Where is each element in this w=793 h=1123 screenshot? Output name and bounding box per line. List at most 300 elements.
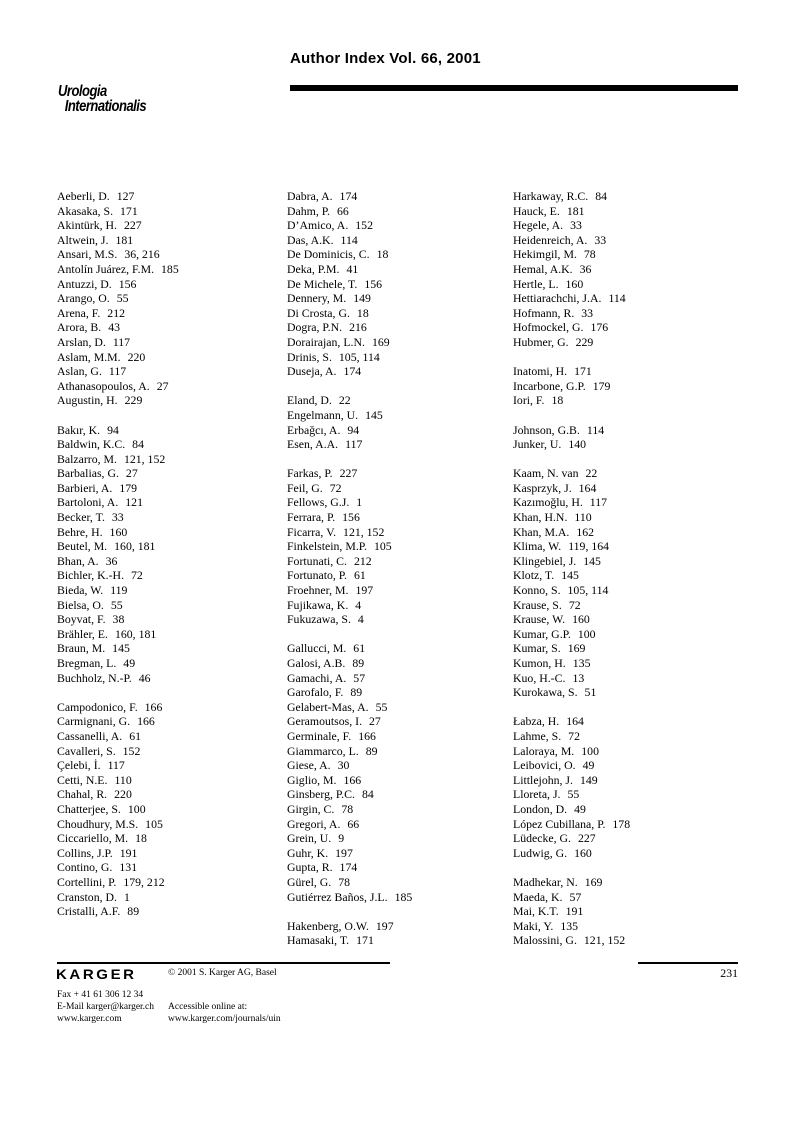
page-refs: 72 [568, 728, 580, 743]
author-entry [287, 919, 513, 934]
author-entry [287, 802, 513, 817]
page-refs: 117 [112, 334, 131, 349]
author-name: Fujikawa, K. [287, 597, 349, 612]
author-name: D’Amico, A. [287, 218, 349, 233]
author-name: London, D. [513, 801, 568, 816]
author-entry [513, 393, 739, 408]
author-entry [513, 787, 739, 802]
author-entry [57, 598, 283, 613]
author-entry [513, 641, 739, 656]
page-refs: 117 [107, 758, 125, 773]
author-name: Kasprzyk, J. [513, 480, 572, 495]
author-name: Galosi, A.B. [287, 656, 346, 670]
page-refs: 43 [108, 320, 121, 335]
author-name: Froehner, M. [287, 583, 349, 598]
author-entry [57, 758, 283, 773]
author-entry [513, 466, 739, 481]
author-entry [287, 335, 513, 350]
page-refs: 55 [116, 291, 129, 306]
author-entry [287, 262, 513, 277]
author-entry [287, 189, 513, 204]
page-refs: 135 [560, 918, 579, 933]
author-name: Boyvat, F. [57, 612, 106, 627]
author-entry [57, 583, 283, 598]
author-entry [287, 890, 513, 905]
page-refs: 114 [340, 232, 358, 247]
author-name: Eland, D. [287, 393, 332, 408]
author-name: Gupta, R. [287, 860, 333, 875]
author-entry [287, 933, 513, 948]
page-refs: 18 [135, 831, 147, 846]
author-entry [513, 729, 739, 744]
author-name: Klingebiel, J. [513, 553, 577, 568]
author-name: López Cubillana, P. [513, 816, 606, 831]
author-name: Ginsberg, P.C. [287, 787, 355, 802]
author-name: Cavalleri, S. [57, 743, 116, 758]
author-name: Khan, M.A. [513, 524, 570, 539]
author-name: Antolín Juárez, F.M. [57, 261, 155, 276]
author-entry [513, 671, 739, 686]
page-refs: 100 [581, 743, 599, 758]
author-name: Incarbone, G.P. [513, 378, 586, 393]
alphabetical-group [287, 393, 513, 451]
alphabetical-group [287, 641, 513, 904]
page-refs: 119 [110, 583, 128, 598]
author-entry [57, 875, 283, 890]
page-refs: 160, 181 [114, 539, 156, 554]
author-entry [57, 510, 283, 525]
online-access-url: www.karger.com/journals/uin [168, 1014, 281, 1024]
page-refs: 22 [585, 466, 598, 481]
author-entry [287, 714, 513, 729]
author-entry [287, 306, 513, 321]
author-entry [57, 525, 283, 540]
author-name: Barbieri, A. [57, 480, 113, 495]
author-name: Bielsa, O. [57, 597, 104, 612]
page-refs: 197 [375, 918, 394, 933]
author-entry [287, 875, 513, 890]
author-name: Madhekar, N. [513, 874, 578, 889]
author-name: Giglio, M. [287, 772, 337, 787]
author-entry [513, 802, 739, 817]
author-name: Laloraya, M. [513, 743, 575, 758]
page-refs: 152 [355, 218, 373, 233]
author-name: Inatomi, H. [513, 364, 568, 379]
author-name: Lüdecke, G. [513, 831, 571, 846]
page-refs: 169 [567, 641, 586, 656]
author-name: Łabza, H. [513, 714, 560, 729]
page-refs: 121, 152 [123, 451, 166, 466]
author-entry [513, 554, 739, 569]
page-refs: 166 [343, 772, 362, 787]
author-entry [287, 860, 513, 875]
page-refs: 229 [575, 334, 594, 349]
author-name: Akintürk, H. [57, 218, 117, 233]
author-entry [287, 744, 513, 759]
author-entry [287, 233, 513, 248]
page-refs: 105 [373, 539, 392, 554]
author-entry [513, 744, 739, 759]
author-entry [287, 218, 513, 233]
author-entry [513, 379, 739, 394]
author-entry [57, 671, 283, 686]
page-refs: 145 [112, 641, 130, 656]
email-address: E-Mail karger@karger.ch [57, 1002, 155, 1012]
page-refs: 135 [572, 656, 591, 670]
author-name: Geramoutsos, I. [287, 714, 363, 729]
author-name: Cortellini, P. [57, 874, 117, 889]
footer-rule-left [57, 962, 390, 964]
author-entry [513, 656, 739, 671]
page-refs: 27 [156, 378, 169, 393]
page-refs: 119, 164 [568, 539, 610, 554]
author-entry [287, 787, 513, 802]
author-name: Aslan, G. [57, 364, 102, 379]
author-entry [513, 568, 739, 583]
author-entry [513, 846, 739, 861]
alphabetical-group [57, 189, 283, 408]
page-refs: 181 [115, 232, 134, 247]
author-name: Grein, U. [287, 831, 332, 846]
author-entry [57, 890, 283, 905]
page-refs: 89 [127, 904, 140, 919]
author-entry [57, 437, 283, 452]
author-entry [287, 685, 513, 700]
author-name: De Dominicis, C. [287, 247, 370, 262]
author-entry [513, 831, 739, 846]
author-entry [57, 744, 283, 759]
fax-number: Fax + 41 61 306 12 34 [57, 990, 144, 1000]
author-name: Cranston, D. [57, 889, 117, 904]
author-name: Kurokawa, S. [513, 685, 578, 700]
author-entry [57, 364, 283, 379]
author-name: Bieda, W. [57, 583, 104, 598]
author-name: Behre, H. [57, 524, 103, 539]
author-entry [57, 379, 283, 394]
page-refs: 33 [581, 305, 594, 320]
author-name: Aslam, M.M. [57, 349, 121, 364]
author-name: Littlejohn, J. [513, 772, 573, 787]
author-name: Germinale, F. [287, 728, 352, 743]
author-name: Iori, F. [513, 393, 545, 408]
page-refs: 55 [375, 699, 388, 714]
author-name: Arango, O. [57, 291, 110, 306]
author-entry [287, 729, 513, 744]
page-refs: 117 [345, 437, 363, 452]
author-entry [287, 510, 513, 525]
author-name: Baldwin, K.C. [57, 437, 126, 452]
author-entry [287, 598, 513, 613]
page-refs: 117 [589, 495, 608, 510]
page-refs: 49 [582, 758, 595, 773]
author-name: Barbalias, G. [57, 466, 119, 481]
page-refs: 78 [338, 874, 351, 889]
author-name: Ferrara, P. [287, 510, 336, 525]
author-name: Deka, P.M. [287, 261, 340, 276]
author-entry [513, 598, 739, 613]
page-refs: 174 [339, 860, 358, 875]
page-refs: 212 [107, 305, 125, 320]
page-refs: 160, 181 [114, 626, 157, 641]
author-name: Chatterjee, S. [57, 801, 121, 816]
author-entry [513, 773, 739, 788]
alphabetical-group [513, 466, 739, 700]
author-entry [57, 846, 283, 861]
page-refs: 38 [112, 612, 125, 627]
page-refs: 1 [123, 889, 130, 904]
alphabetical-group [287, 466, 513, 627]
page-refs: 162 [576, 524, 595, 539]
author-name: Hekimgil, M. [513, 247, 577, 262]
page-refs: 160 [565, 276, 584, 291]
author-entry [513, 306, 739, 321]
author-name: Ficarra, V. [287, 524, 337, 539]
title-rule [290, 85, 738, 91]
page-refs: 18 [376, 247, 389, 262]
page-refs: 55 [567, 787, 580, 802]
author-name: Fortunati, C. [287, 553, 347, 568]
page-refs: 78 [341, 801, 354, 816]
author-entry [57, 568, 283, 583]
author-entry [287, 846, 513, 861]
page-refs: 61 [353, 641, 366, 656]
author-entry [287, 350, 513, 365]
author-entry [57, 831, 283, 846]
author-name: Bichler, K.-H. [57, 568, 125, 583]
author-entry [287, 700, 513, 715]
author-name: Erbağcı, A. [287, 422, 341, 437]
author-entry [287, 671, 513, 686]
author-entry [57, 641, 283, 656]
author-name: Duseja, A. [287, 364, 337, 379]
page-refs: 145 [365, 407, 383, 422]
page-refs: 179 [592, 378, 611, 393]
author-entry [57, 817, 283, 832]
author-name: Choudhury, M.S. [57, 816, 139, 831]
page-refs: 171 [356, 933, 374, 948]
alphabetical-group [287, 919, 513, 948]
page-refs: 191 [565, 904, 584, 919]
author-name: Gallucci, M. [287, 641, 347, 656]
author-entry [287, 204, 513, 219]
author-entry [57, 554, 283, 569]
page-refs: 174 [343, 364, 362, 379]
author-entry [57, 320, 283, 335]
author-name: Aeberli, D. [57, 189, 110, 203]
author-name: Engelmann, U. [287, 407, 359, 422]
author-entry [287, 568, 513, 583]
page-refs: 33 [570, 218, 582, 233]
page-refs: 66 [347, 816, 360, 831]
author-entry [57, 627, 283, 642]
author-name: Hakenberg, O.W. [287, 918, 369, 933]
author-entry [513, 539, 739, 554]
page-refs: 57 [569, 889, 582, 904]
author-entry [287, 495, 513, 510]
author-entry [287, 817, 513, 832]
author-name: Kazımoğlu, H. [513, 495, 583, 510]
author-name: Khan, H.N. [513, 510, 568, 525]
online-access-label: Accessible online at: [168, 1002, 248, 1012]
page-refs: 110 [114, 772, 132, 787]
alphabetical-group [513, 875, 739, 948]
author-name: Arena, F. [57, 305, 101, 320]
author-entry [287, 583, 513, 598]
author-name: Cetti, N.E. [57, 772, 108, 787]
author-name: Fortunato, P. [287, 568, 347, 583]
author-name: Giese, A. [287, 758, 331, 773]
page-refs: 84 [595, 189, 608, 203]
author-entry [513, 262, 739, 277]
author-entry [287, 291, 513, 306]
author-entry [57, 495, 283, 510]
page-refs: 22 [338, 393, 351, 408]
author-name: Hettiarachchi, J.A. [513, 291, 602, 306]
journal-logo [58, 84, 146, 114]
author-name: Kumar, G.P. [513, 626, 571, 641]
author-name: Farkas, P. [287, 466, 333, 481]
author-name: Konno, S. [513, 583, 561, 598]
author-name: Fellows, G.J. [287, 495, 350, 510]
page-refs: 55 [110, 597, 123, 612]
page-refs: 72 [131, 568, 143, 583]
author-name: De Michele, T. [287, 276, 358, 291]
author-name: Gregori, A. [287, 816, 341, 831]
author-name: Junker, U. [513, 437, 562, 452]
page-refs: 121, 152 [583, 933, 626, 948]
author-entry [57, 247, 283, 262]
page-refs: 94 [347, 422, 360, 437]
alphabetical-group [57, 423, 283, 686]
author-name: Brähler, E. [57, 626, 108, 641]
author-name: Çelebi, İ. [57, 758, 101, 773]
author-entry [57, 787, 283, 802]
author-name: Akasaka, S. [57, 203, 114, 218]
page-refs: 127 [116, 189, 135, 203]
author-name: Girgin, C. [287, 801, 335, 816]
author-name: Klima, W. [513, 539, 562, 554]
page-number: 231 [720, 966, 738, 980]
page-refs: 57 [353, 670, 366, 685]
page-refs: 36, 216 [124, 247, 160, 262]
page-refs: 117 [108, 364, 127, 379]
page-refs: 1 [356, 495, 363, 510]
author-name: Cassanelli, A. [57, 728, 123, 743]
page-refs: 121, 152 [343, 524, 385, 539]
author-entry [57, 423, 283, 438]
index-column-3 [513, 189, 739, 962]
author-entry [513, 320, 739, 335]
alphabetical-group [513, 423, 739, 452]
page-refs: 61 [353, 568, 366, 583]
page-refs: 49 [123, 656, 136, 670]
page-refs: 160 [109, 524, 128, 539]
author-entry [57, 539, 283, 554]
author-entry [57, 291, 283, 306]
alphabetical-group [57, 700, 283, 919]
author-name: Bregman, L. [57, 656, 117, 670]
author-name: Cristalli, A.F. [57, 904, 121, 919]
author-name: Bartoloni, A. [57, 495, 119, 510]
author-entry [57, 481, 283, 496]
author-name: Hauck, E. [513, 203, 560, 218]
author-name: Kuo, H.-C. [513, 670, 566, 685]
author-name: Finkelstein, M.P. [287, 539, 367, 554]
author-name: Harkaway, R.C. [513, 189, 589, 203]
author-name: Contino, G. [57, 860, 113, 875]
author-entry [513, 335, 739, 350]
page-refs: 110 [574, 510, 592, 525]
author-name: Gutiérrez Baños, J.L. [287, 889, 388, 904]
author-entry [57, 189, 283, 204]
author-name: Feil, G. [287, 480, 323, 495]
page-refs: 100 [127, 801, 146, 816]
page-refs: 18 [551, 393, 564, 408]
page-refs: 160 [574, 845, 592, 860]
author-entry [287, 408, 513, 423]
page-refs: 49 [574, 801, 586, 816]
author-entry [57, 218, 283, 233]
author-entry [57, 262, 283, 277]
page-refs: 114 [608, 291, 626, 306]
author-name: Kaam, N. van [513, 466, 579, 481]
author-name: Fukuzawa, S. [287, 612, 351, 627]
page-refs: 191 [119, 845, 138, 860]
author-name: Dennery, M. [287, 291, 347, 306]
author-name: Leibovici, O. [513, 758, 576, 773]
page-refs: 166 [144, 699, 163, 714]
author-entry [57, 714, 283, 729]
author-name: Dorairajan, L.N. [287, 334, 365, 349]
author-name: Malossini, G. [513, 933, 577, 948]
author-name: Hemal, A.K. [513, 261, 573, 276]
page-refs: 220 [114, 787, 132, 802]
page-refs: 227 [339, 466, 358, 481]
index-column-1 [57, 189, 283, 933]
alphabetical-group [513, 364, 739, 408]
author-name: Ludwig, G. [513, 845, 568, 860]
author-entry [513, 423, 739, 438]
author-entry [287, 612, 513, 627]
author-name: Hofmann, R. [513, 305, 575, 320]
author-entry [513, 583, 739, 598]
page-refs: 27 [369, 714, 381, 729]
author-entry [513, 233, 739, 248]
author-name: Balzarro, M. [57, 451, 117, 466]
author-name: Lloreta, J. [513, 787, 561, 802]
page-refs: 197 [335, 845, 353, 860]
author-entry [513, 685, 739, 700]
author-name: Kumon, H. [513, 656, 566, 670]
author-entry [513, 890, 739, 905]
page-title: Author Index Vol. 66, 2001 [290, 50, 481, 67]
author-entry [513, 247, 739, 262]
footer-rule-right [638, 962, 738, 964]
author-entry [287, 247, 513, 262]
journal-name-line2: Internationalis [64, 98, 147, 115]
author-entry [513, 933, 739, 948]
author-entry [57, 802, 283, 817]
author-name: Giammarco, L. [287, 743, 359, 758]
page-refs: 156 [118, 276, 137, 291]
page-refs: 149 [579, 772, 598, 787]
author-entry [57, 729, 283, 744]
author-name: Krause, S. [513, 597, 562, 612]
page-refs: 4 [357, 612, 364, 627]
author-entry [513, 437, 739, 452]
author-entry [513, 495, 739, 510]
author-entry [287, 423, 513, 438]
